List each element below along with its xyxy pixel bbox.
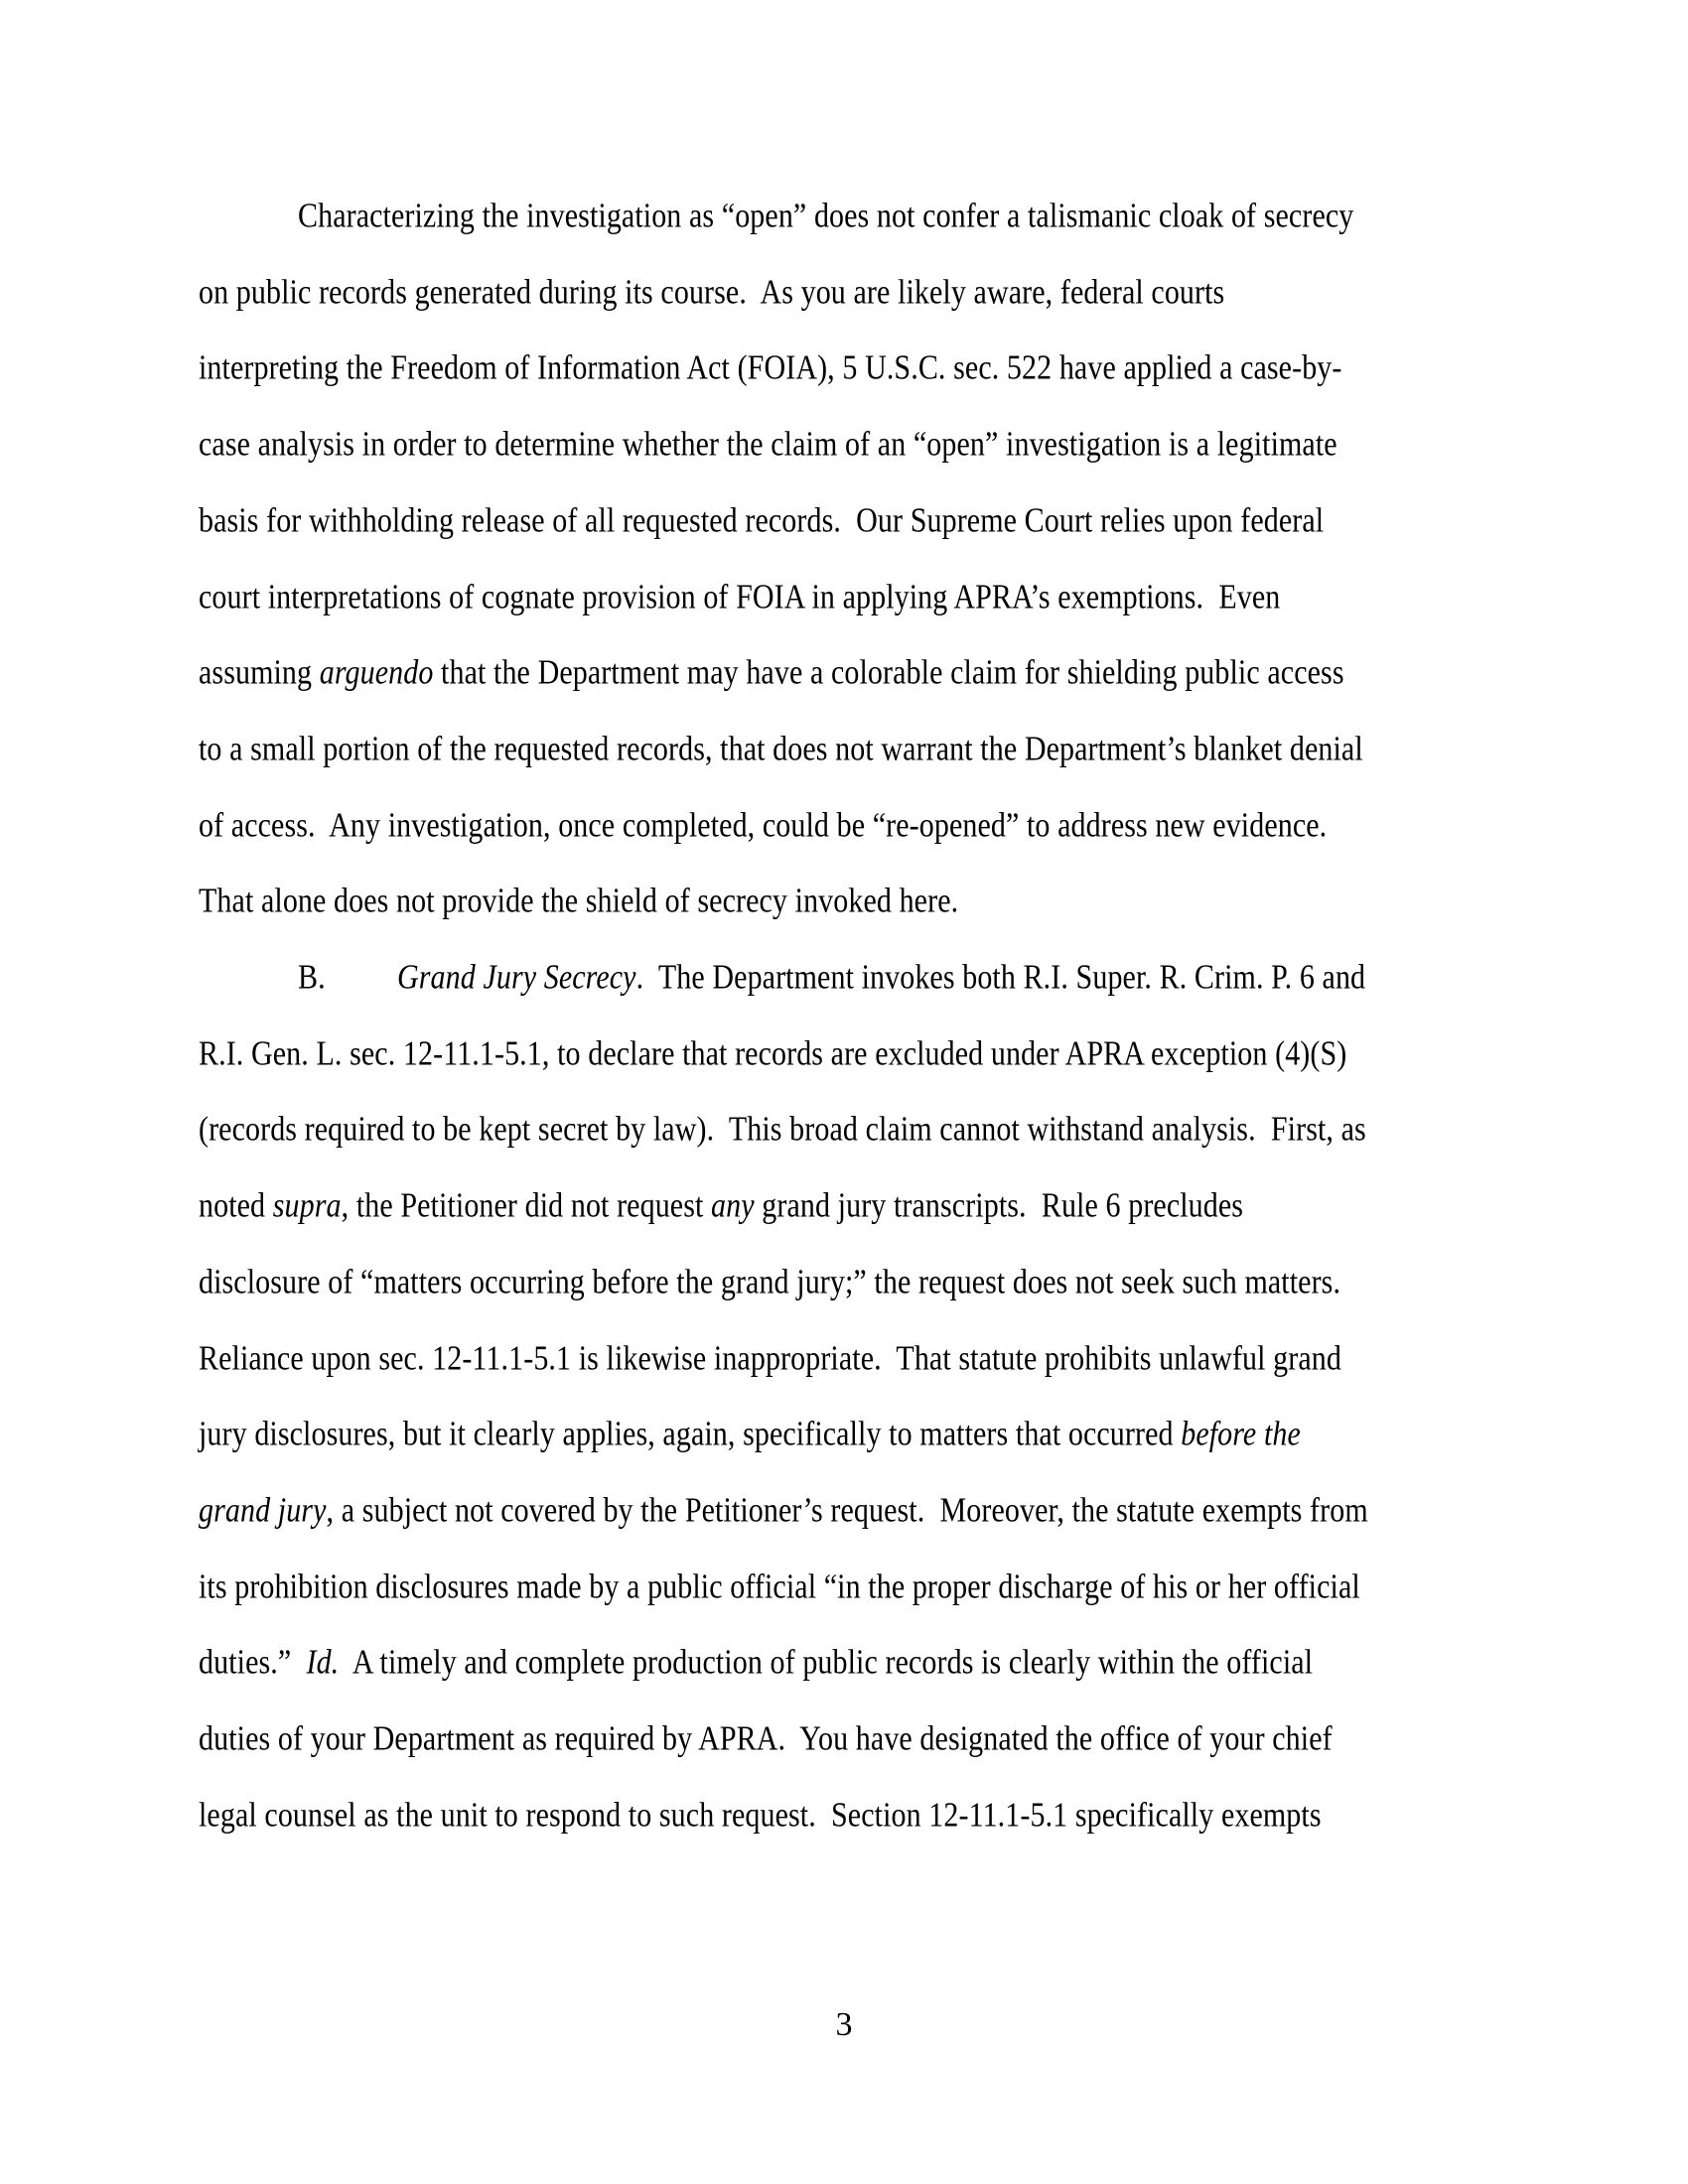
text-line — [199, 179, 1559, 255]
italic-text-run: Grand Jury Secrecy — [397, 958, 636, 997]
text-run: grand jury transcripts. Rule 6 precludes — [754, 1186, 1244, 1225]
italic-text-run: before the — [1181, 1415, 1301, 1453]
italic-text-run: supra — [272, 1186, 342, 1225]
text-run: , a subject not covered by the Petitioner’s request. Moreover, the statute exempts from — [326, 1491, 1368, 1530]
text-line — [199, 483, 1559, 560]
text-line — [199, 1397, 1559, 1473]
text-line — [199, 1550, 1559, 1626]
text-run: disclosure of “matters occurring before the grand jury;” the request does not seek such matters. — [199, 1263, 1341, 1301]
text-run: noted — [199, 1186, 273, 1225]
text-line — [199, 940, 1559, 1017]
text-run: duties.” — [199, 1643, 307, 1682]
page-number: 3 — [835, 2006, 853, 2043]
text-line — [199, 407, 1559, 483]
text-run: That alone does not provide the shield of secrecy invoked here. — [199, 882, 959, 920]
text-line — [199, 1093, 1559, 1169]
text-line — [199, 1473, 1559, 1550]
text-run: (records required to be kept secret by law). This broad claim cannot withstand analysis. First, as — [199, 1110, 1366, 1149]
text-line — [199, 1625, 1559, 1702]
text-line — [199, 1778, 1559, 1854]
text-line — [199, 635, 1559, 712]
text-run: case analysis in order to determine whether the claim of an “open” investigation is a legitimate — [199, 425, 1337, 464]
text-line — [199, 1321, 1559, 1398]
text-line — [199, 560, 1559, 636]
text-run: Reliance upon sec. 12-11.1-5.1 is likewise inappropriate. That statute prohibits unlawful grand — [199, 1339, 1341, 1377]
text-run: jury disclosures, but it clearly applies, again, specifically to matters that occurred — [199, 1415, 1182, 1453]
text-run: A timely and complete production of public records is clearly within the official — [339, 1643, 1314, 1682]
text-run: interpreting the Freedom of Information Act (FOIA), 5 U.S.C. sec. 522 have applied a case-by- — [199, 348, 1342, 387]
italic-text-run: grand jury — [199, 1491, 327, 1530]
document-body-text — [199, 179, 1559, 1854]
text-line — [199, 1702, 1559, 1778]
text-run: assuming — [199, 653, 320, 692]
text-line — [199, 1245, 1559, 1321]
text-run: court interpretations of cognate provision of FOIA in applying APRA’s exemptions. Even — [199, 577, 1281, 615]
italic-text-run: arguendo — [319, 653, 434, 692]
italic-text-run: Id. — [306, 1643, 340, 1682]
text-run: legal counsel as the unit to respond to such request. Section 12-11.1-5.1 specifically exempts — [199, 1796, 1322, 1835]
text-run: basis for withholding release of all requested records. Our Supreme Court relies upon federal — [199, 501, 1325, 540]
text-run: of access. Any investigation, once completed, could be “re-opened” to address new evidence. — [199, 806, 1328, 845]
text-run: Characterizing the investigation as “open” does not confer a talismanic cloak of secrecy — [199, 197, 1354, 235]
text-line — [199, 712, 1559, 788]
text-run: on public records generated during its course. As you are likely aware, federal courts — [199, 273, 1225, 312]
text-run: B. — [199, 958, 397, 997]
text-line — [199, 331, 1559, 407]
text-run: to a small portion of the requested records, that does not warrant the Department’s blanket denial — [199, 730, 1363, 768]
text-line — [199, 1168, 1559, 1245]
text-line — [199, 255, 1559, 332]
text-line — [199, 788, 1559, 865]
text-line — [199, 864, 1559, 940]
text-line — [199, 1017, 1559, 1093]
text-run: duties of your Department as required by APRA. You have designated the office of your chief — [199, 1719, 1333, 1758]
text-run: . The Department invokes both R.I. Super. R. Crim. P. 6 and — [635, 958, 1366, 997]
italic-text-run: any — [711, 1186, 755, 1225]
text-run: R.I. Gen. L. sec. 12-11.1-5.1, to declare that records are excluded under APRA exception (4)(S) — [199, 1034, 1347, 1073]
text-run: that the Department may have a colorable claim for shielding public access — [433, 653, 1344, 692]
text-run: its prohibition disclosures made by a public official “in the proper discharge of his or her official — [199, 1568, 1360, 1606]
text-run: , the Petitioner did not request — [341, 1186, 712, 1225]
